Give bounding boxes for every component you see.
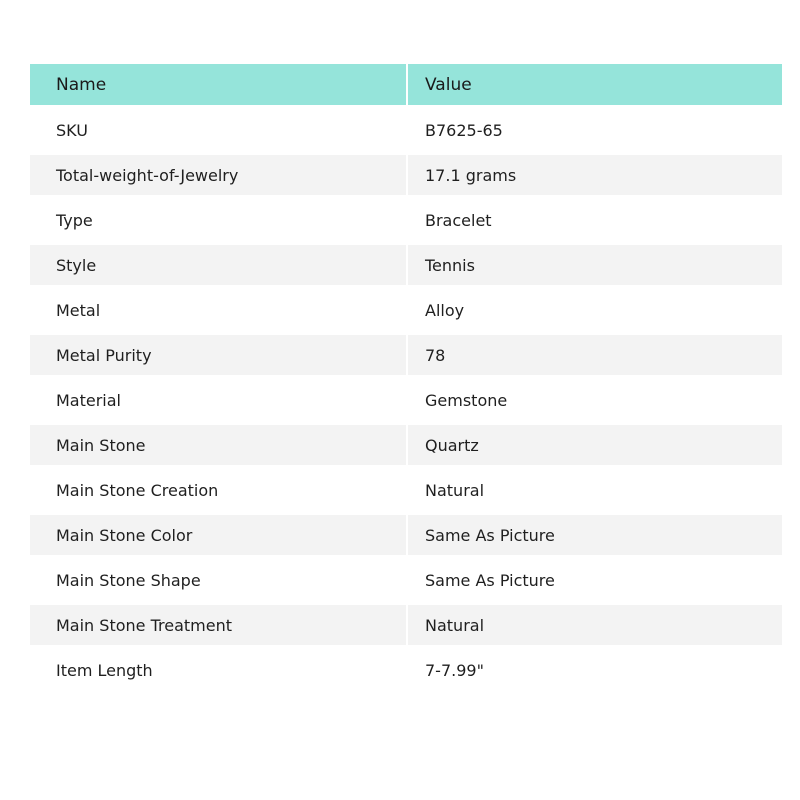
table-row [30, 195, 782, 240]
column-header-value: Value [425, 74, 472, 95]
row-value-cell: 78 [408, 330, 782, 375]
table-header-row [30, 64, 782, 105]
table-row [30, 375, 782, 420]
row-value-cell: Same As Picture [408, 510, 782, 555]
row-value-cell: Natural [408, 600, 782, 645]
row-value-cell: Bracelet [408, 195, 782, 240]
row-name-cell: Main Stone Treatment [30, 600, 408, 645]
spec-table [30, 64, 782, 690]
row-name-cell: SKU [30, 105, 408, 150]
table-row [30, 240, 782, 285]
row-name-cell: Total-weight-of-Jewelry [30, 150, 408, 195]
table-row [30, 600, 782, 645]
table-row [30, 555, 782, 600]
row-value-cell: Tennis [408, 240, 782, 285]
table-row [30, 420, 782, 465]
table-row [30, 330, 782, 375]
row-value-cell: Alloy [408, 285, 782, 330]
row-name-cell: Main Stone Shape [30, 555, 408, 600]
row-name-cell: Type [30, 195, 408, 240]
table-row [30, 105, 782, 150]
row-value-cell: Gemstone [408, 375, 782, 420]
row-name-cell: Metal [30, 285, 408, 330]
table-row [30, 645, 782, 690]
table-row [30, 150, 782, 195]
row-value-cell: 17.1 grams [408, 150, 782, 195]
column-header-name: Name [30, 64, 408, 105]
row-name-cell: Metal Purity [30, 330, 408, 375]
row-value-cell: Quartz [408, 420, 782, 465]
table-row [30, 465, 782, 510]
row-name-cell: Item Length [30, 645, 408, 690]
row-value-cell: 7-7.99" [408, 645, 782, 690]
row-name-cell: Style [30, 240, 408, 285]
row-value-cell: Natural [408, 465, 782, 510]
row-name-cell: Main Stone Creation [30, 465, 408, 510]
row-name-cell: Material [30, 375, 408, 420]
table-row [30, 510, 782, 555]
table-row [30, 285, 782, 330]
row-value-cell: B7625-65 [408, 105, 782, 150]
row-name-cell: Main Stone [30, 420, 408, 465]
row-name-cell: Main Stone Color [30, 510, 408, 555]
row-value-cell: Same As Picture [408, 555, 782, 600]
